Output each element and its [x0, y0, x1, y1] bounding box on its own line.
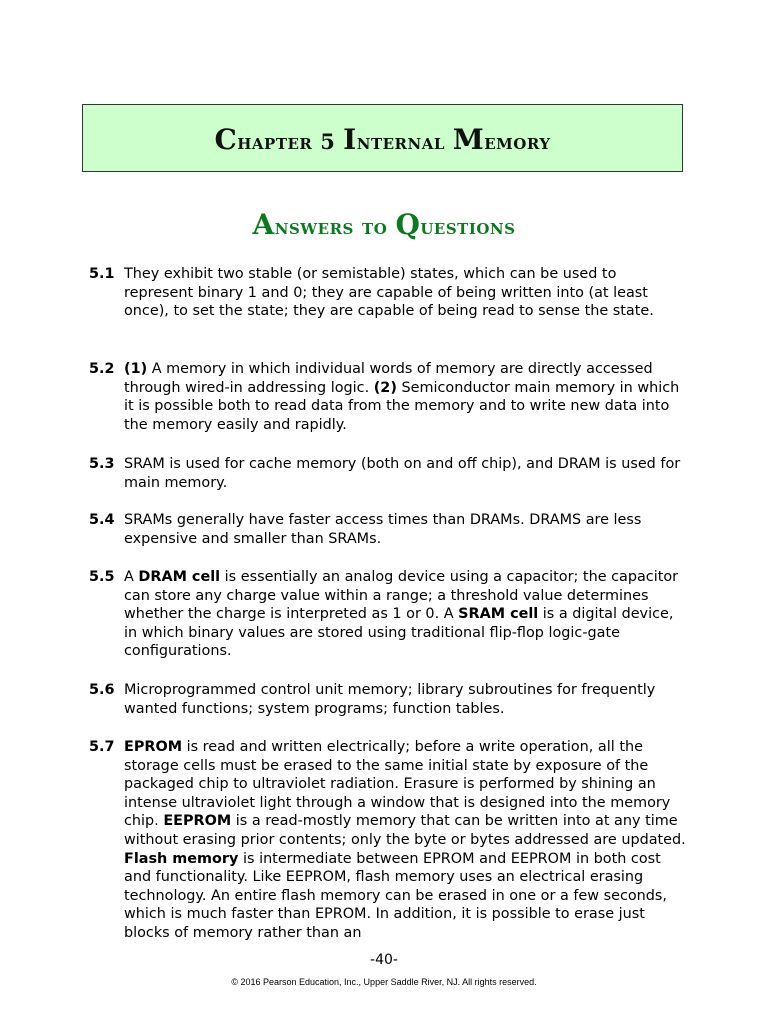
chapter-title — [214, 123, 550, 156]
answer-text: SRAM is used for cache memory (both on and off chip), and DRAM is used for main memory. — [124, 456, 681, 491]
answer-number: 5.4 — [89, 512, 115, 528]
answer-number: 5.3 — [89, 456, 115, 472]
bold-marker: (1) — [124, 361, 148, 377]
answer-number: 5.2 — [89, 361, 115, 377]
heading-initial: A — [252, 208, 275, 241]
answer-5-2 — [89, 360, 689, 434]
answer-5-4 — [89, 511, 689, 548]
answer-text — [124, 568, 689, 661]
section-heading — [0, 208, 768, 241]
chapter-title-initial: M — [452, 122, 485, 156]
chapter-title-part: hapter 5 — [237, 128, 344, 154]
term-eprom: EPROM — [124, 739, 183, 755]
text-run: is essentially an analog device using a capacitor; the capacitor can store any charge value within a range; a threshold value determines whether the charge is interpreted as 1 or 0. A — [124, 569, 679, 623]
answer-number: 5.7 — [89, 739, 115, 755]
text-run: A — [124, 569, 139, 585]
answer-number: 5.6 — [89, 682, 115, 698]
answer-text: SRAMs generally have faster access times than DRAMs. DRAMS are less expensive and smaller than SRAMs. — [124, 512, 642, 547]
answer-number: 5.5 — [89, 569, 115, 585]
chapter-title-initial: C — [214, 122, 238, 156]
text-run: A memory in which individual words of memory are directly accessed through wired-in addressing logic. — [124, 361, 653, 396]
copyright-notice: © 2016 Pearson Education, Inc., Upper Saddle River, NJ. All rights reserved. — [231, 977, 537, 987]
answer-text: Microprogrammed control unit memory; library subroutines for frequently wanted functions; system programs; function tables. — [124, 682, 656, 717]
answer-5-3 — [89, 455, 689, 492]
answer-number: 5.1 — [89, 266, 115, 282]
heading-part: nswers to — [274, 214, 396, 240]
answer-text — [124, 360, 689, 434]
chapter-title-part: emory — [484, 128, 551, 154]
answer-text — [124, 738, 689, 943]
term-dram-cell: DRAM cell — [138, 569, 221, 585]
heading-initial: Q — [395, 208, 421, 241]
term-eeprom: EEPROM — [163, 813, 232, 830]
term-sram-cell: SRAM cell — [458, 606, 539, 623]
chapter-title-initial: I — [343, 122, 357, 156]
answer-5-6 — [89, 681, 689, 718]
text-run: is a digital device, in which binary values are stored using traditional flip-flop logic-gate configurations. — [124, 606, 674, 660]
page-number: -40- — [370, 952, 398, 968]
answer-5-7 — [89, 738, 689, 943]
text-run: is intermediate between EPROM and EEPROM in both cost and functionality. Like EEPROM, flash memory uses an electrical erasing technology. An entire flash memory can be erased in one or a few seconds, which is much faster than EPROM. In addition, it is possible to erase just blocks of memory rather than an — [124, 850, 667, 941]
answer-text: They exhibit two stable (or semistable) states, which can be used to represent binary 1 and 0; they are capable of being written into (at least once), to set the state; they are capable of being read to sense the state. — [124, 266, 654, 320]
answer-5-5 — [89, 568, 689, 661]
term-flash-memory: Flash memory — [124, 850, 239, 867]
bold-marker: (2) — [373, 379, 397, 396]
text-run: is a read-mostly memory that can be written into at any time without erasing prior contents; only the byte or bytes addressed are updated. — [124, 813, 686, 848]
heading-part: uestions — [420, 214, 516, 240]
chapter-title-part: nternal — [356, 128, 453, 154]
answer-5-1 — [89, 265, 689, 321]
chapter-title-box — [82, 104, 683, 172]
text-run: is read and written electrically; before a write operation, all the storage cells must be erased to the same initial state by exposure of the packaged chip to ultraviolet radiation. Erasure is performed by shining an intense ultraviolet light through a window that is designed into the memory chip. — [124, 739, 671, 830]
text-run: Semiconductor main memory in which it is possible both to read data from the memory and to write new data into the memory easily and rapidly. — [124, 379, 680, 433]
